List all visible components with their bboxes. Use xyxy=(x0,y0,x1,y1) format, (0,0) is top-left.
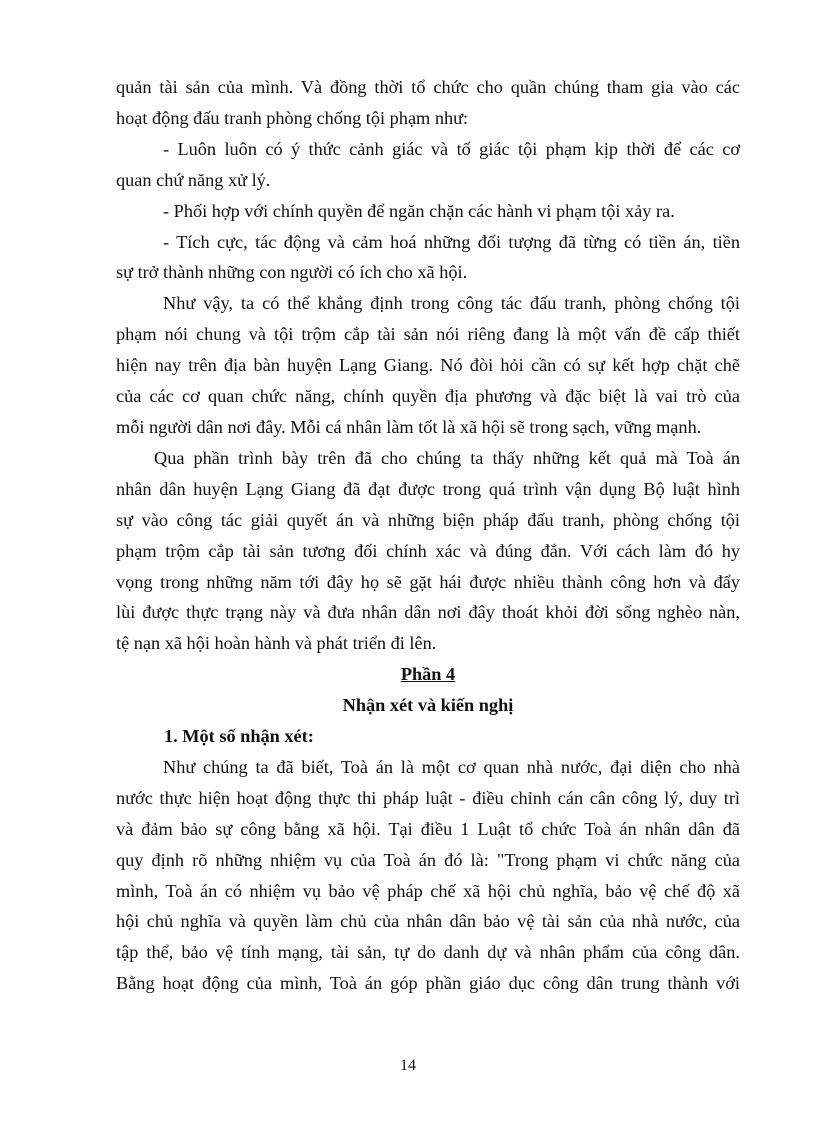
paragraph-remarks xyxy=(116,752,740,999)
text-line: mình, Toà án có nhiệm vụ bảo vệ pháp chế xã hội chủ nghĩa, bảo vệ chế độ xã xyxy=(116,880,740,901)
text-line: Như chúng ta đã biết, Toà án là một cơ quan nhà nước, đại diện cho nhà xyxy=(163,756,740,777)
part-heading: Phần 4 xyxy=(400,664,456,685)
page-number: 14 xyxy=(400,1057,416,1074)
text-line: sự trở thành những con người có ích cho xã hội. xyxy=(116,262,468,283)
text-line: vọng trong những năm tới đây họ sẽ gặt hái được nhiều thành công hơn và đẩy xyxy=(116,571,740,592)
bullet-item xyxy=(116,196,740,227)
text-line: tệ nạn xã hội hoàn hành và phát triển đi lên. xyxy=(116,633,437,654)
text-line: hội chủ nghĩa và quyền làm chủ của nhân dân bảo vệ tài sản của nhà nước, của xyxy=(116,911,740,932)
bullet-item xyxy=(116,134,740,196)
text-line: sự vào công tác giải quyết án và những biện pháp đấu tranh, phòng chống tội xyxy=(116,509,740,530)
paragraph-summary xyxy=(116,443,740,659)
text-line: và đảm bảo sự công bằng xã hội. Tại điều 1 Luật tổ chức Toà án nhân dân đã xyxy=(116,818,740,839)
text-line: Qua phần trình bày trên đã cho chúng ta thấy những kết quả mà Toà án xyxy=(154,447,740,468)
paragraph-intro xyxy=(116,72,740,134)
text-line: - Luôn luôn có ý thức cảnh giác và tố giác tội phạm kịp thời để các cơ xyxy=(163,138,740,159)
text-line: hiện nay trên địa bàn huyện Lạng Giang. Nó đòi hỏi cần có sự kết hợp chặt chẽ xyxy=(116,355,740,376)
text-line: quan chứ năng xử lý. xyxy=(116,169,271,190)
bullet-item xyxy=(116,227,740,289)
text-line: phạm trộm cắp tài sản tương đối chính xác và đúng đắn. Với cách làm đó hy xyxy=(116,540,740,561)
text-line: Bằng hoạt động của mình, Toà án góp phần giáo dục công dân trung thành với xyxy=(116,973,740,994)
text-line: của các cơ quan chức năng, chính quyền địa phương và đặc biệt là vai trò của xyxy=(116,386,740,407)
text-line: quy định rõ những nhiệm vụ của Toà án đó là: "Trong phạm vi chức năng của xyxy=(116,849,740,870)
text-line: mỗi người dân nơi đây. Mỗi cá nhân làm tốt là xã hội sẽ trong sạch, vững mạnh. xyxy=(116,416,702,437)
section-heading: 1. Một số nhận xét: xyxy=(164,726,314,747)
text-line: - Tích cực, tác động và cảm hoá những đối tượng đã từng có tiền án, tiền xyxy=(163,231,740,252)
text-line: phạm nói chung và tội trộm cắp tài sản nói riêng đang là một vấn đề cấp thiết xyxy=(116,324,740,345)
paragraph-conclusion xyxy=(116,288,740,443)
text-line: tập thể, bảo vệ tính mạng, tài sản, tự do danh dự và nhân phẩm của công dân. xyxy=(116,942,740,963)
text-line: - Phối hợp với chính quyền để ngăn chặn các hành vi phạm tội xảy ra. xyxy=(163,200,675,221)
text-line: nhân dân huyện Lạng Giang đã đạt được trong quá trình vận dụng Bộ luật hình xyxy=(116,478,740,499)
part-title: Nhận xét và kiến nghị xyxy=(342,695,514,716)
text-line: Như vậy, ta có thể khẳng định trong công tác đấu tranh, phòng chống tội xyxy=(163,293,740,314)
document-page xyxy=(116,72,740,999)
text-line: lùi được thực trạng này và đưa nhân dân nơi đây thoát khỏi đời sống nghèo nàn, xyxy=(116,602,740,623)
text-line: nước thực hiện hoạt động thực thi pháp luật - điều chỉnh cán cân công lý, duy trì xyxy=(116,787,740,808)
text-line: hoạt động đấu tranh phòng chống tội phạm như: xyxy=(116,107,469,128)
text-line: quản tài sản của mình. Và đồng thời tổ chức cho quần chúng tham gia vào các xyxy=(116,77,740,97)
